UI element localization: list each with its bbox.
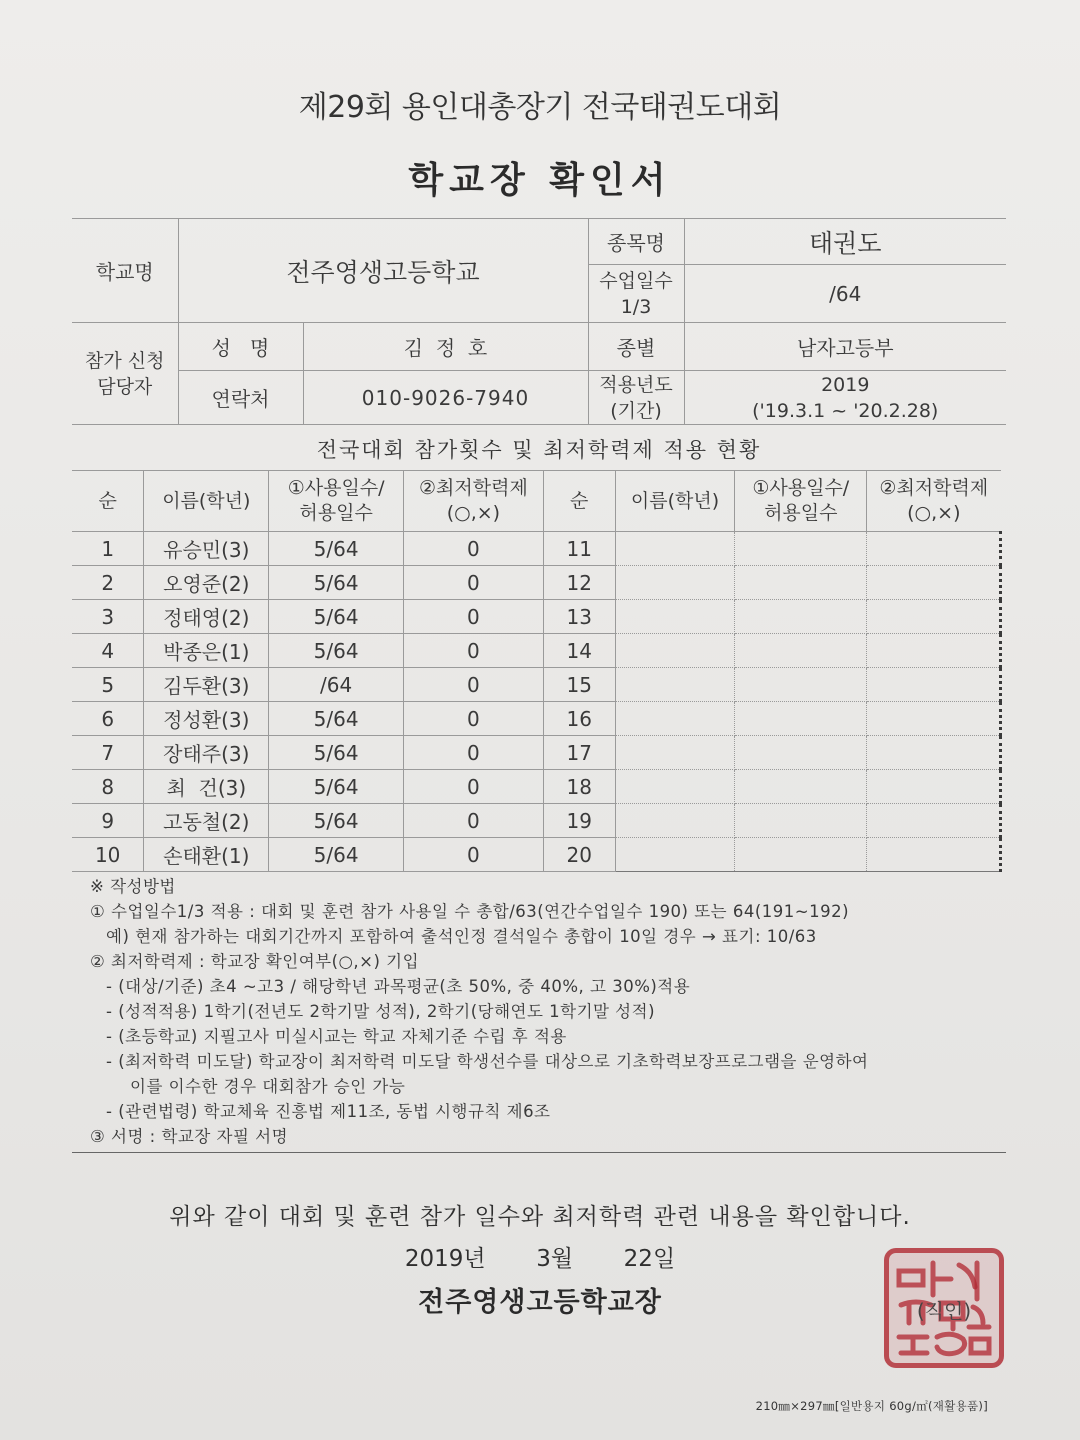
row-blank-cell <box>735 736 867 770</box>
note-2: ② 최저학력제 : 학교장 확인여부(○,×) 기입 <box>90 952 420 971</box>
name-label: 성 명 <box>178 323 303 371</box>
document-title: 제29회 용인대총장기 전국태권도대회 <box>298 90 782 125</box>
row-no: 9 <box>72 804 144 838</box>
year-value-line2: ('19.3.1 ~ '20.2.28) <box>752 399 939 422</box>
row-min: 0 <box>404 804 544 838</box>
confirmation-date: 2019년 3월 22일 <box>404 1246 676 1272</box>
header-min-line1: ②최저학력제 <box>419 477 528 499</box>
year-value <box>684 371 1006 425</box>
row-blank-cell <box>867 668 1001 702</box>
note-1-example: 예) 현재 참가하는 대회기간까지 포함하여 출석인정 결석일수 총합이 10일 경우 → 표기: 10/63 <box>106 927 817 946</box>
row-blank-cell <box>615 532 735 566</box>
row-min: 0 <box>404 566 544 600</box>
header-days <box>269 471 404 532</box>
divider <box>72 1152 1006 1153</box>
row-blank-cell <box>867 770 1001 804</box>
row-blank-cell <box>615 804 735 838</box>
row-blank-cell <box>735 770 867 804</box>
header-min-2-line1: ②최저학력제 <box>879 477 989 499</box>
row-blank-cell <box>615 838 735 872</box>
table-row <box>72 566 1001 600</box>
row-no: 2 <box>72 566 144 600</box>
row-no-2: 18 <box>543 770 615 804</box>
row-no-2: 11 <box>543 532 615 566</box>
name-value: 김 정 호 <box>303 323 588 371</box>
year-label <box>588 371 684 425</box>
division-label: 종별 <box>588 323 684 371</box>
row-blank-cell <box>867 532 1001 566</box>
header-days-2 <box>735 471 867 532</box>
note-2-target: - (대상/기준) 초4 ~고3 / 해당학년 과목평균(초 50%, 중 40%, 고 30%)적용 <box>106 977 691 996</box>
event-value: 태권도 <box>684 219 1006 265</box>
row-name: 유승민(3) <box>144 532 269 566</box>
row-blank-cell <box>735 634 867 668</box>
row-name: 정성환(3) <box>144 702 269 736</box>
row-no-2: 12 <box>543 566 615 600</box>
year-value-line1: 2019 <box>821 373 870 396</box>
row-no-2: 15 <box>543 668 615 702</box>
confirmation-statement: 위와 같이 대회 및 훈련 참가 일수와 최저학력 관련 내용을 확인합니다. <box>169 1204 911 1230</box>
row-no: 4 <box>72 634 144 668</box>
row-name: 김두환(3) <box>144 668 269 702</box>
note-2-below-minimum: - (최저학력 미도달) 학교장이 최저학력 미도달 학생선수를 대상으로 기초학력보장프로그램을 운영하여 <box>106 1052 869 1071</box>
principal-name: 전주영생고등학교장 <box>418 1287 662 1318</box>
row-name: 오영준(2) <box>144 566 269 600</box>
row-days: 5/64 <box>269 600 404 634</box>
paper-spec: 210㎜×297㎜[일반용지 60g/㎡(재활용품)] <box>755 1399 988 1413</box>
row-no-2: 20 <box>543 838 615 872</box>
table-row <box>72 804 1001 838</box>
row-days: 5/64 <box>269 702 404 736</box>
note-3: ③ 서명 : 학교장 자필 서명 <box>90 1127 289 1146</box>
note-2-below-minimum-cont: 이를 이수한 경우 대회참가 승인 가능 <box>130 1077 406 1096</box>
class-days-value: /64 <box>684 265 1006 323</box>
division-value: 남자고등부 <box>684 323 1006 371</box>
header-days-line2: 허용일수 <box>299 502 373 524</box>
seal-label: (직인) <box>916 1299 972 1323</box>
row-min: 0 <box>404 736 544 770</box>
row-days: 5/64 <box>269 532 404 566</box>
header-min-2-line2: (○,×) <box>907 502 961 524</box>
header-no: 순 <box>72 471 144 532</box>
row-no: 6 <box>72 702 144 736</box>
header-days-line1: ①사용일수/ <box>287 477 385 499</box>
header-name-2: 이름(학년) <box>615 471 735 532</box>
row-name: 고동철(2) <box>144 804 269 838</box>
row-min: 0 <box>404 668 544 702</box>
row-min: 0 <box>404 634 544 668</box>
header-min-2 <box>867 471 1001 532</box>
row-no: 10 <box>72 838 144 872</box>
note-1: ① 수업일수1/3 적용 : 대회 및 훈련 참가 사용일 수 총합/63(연간수업일수 190) 또는 64(191~192) <box>90 902 850 921</box>
header-name: 이름(학년) <box>144 471 269 532</box>
table-row <box>72 770 1001 804</box>
row-blank-cell <box>735 532 867 566</box>
class-days-label-line1: 수업일수 <box>599 269 673 292</box>
row-days: 5/64 <box>269 566 404 600</box>
row-min: 0 <box>404 600 544 634</box>
row-no: 3 <box>72 600 144 634</box>
row-blank-cell <box>735 838 867 872</box>
row-blank-cell <box>867 838 1001 872</box>
header-min-line2: (○,×) <box>446 502 501 524</box>
row-days: 5/64 <box>269 838 404 872</box>
contact-label-line1: 참가 신청 <box>85 349 165 372</box>
row-name: 장태주(3) <box>144 736 269 770</box>
table-row <box>72 838 1001 872</box>
row-no-2: 17 <box>543 736 615 770</box>
row-blank-cell <box>735 702 867 736</box>
note-2-elementary: - (초등학교) 지필고사 미실시교는 학교 자체기준 수립 후 적용 <box>106 1027 567 1046</box>
document-subtitle: 학교장 확인서 <box>408 160 672 201</box>
row-blank-cell <box>615 600 735 634</box>
roster-header-row <box>72 471 1001 532</box>
row-blank-cell <box>867 566 1001 600</box>
row-days: 5/64 <box>269 804 404 838</box>
row-blank-cell <box>615 668 735 702</box>
row-no-2: 14 <box>543 634 615 668</box>
info-table <box>72 218 1006 425</box>
row-blank-cell <box>735 566 867 600</box>
year-label-line2: (기간) <box>610 399 662 422</box>
row-blank-cell <box>615 770 735 804</box>
row-no-2: 19 <box>543 804 615 838</box>
note-2-law: - (관련법령) 학교체육 진흥법 제11조, 동법 시행규칙 제6조 <box>106 1102 551 1121</box>
header-no-2: 순 <box>543 471 615 532</box>
table-row <box>72 634 1001 668</box>
header-days-2-line2: 허용일수 <box>764 502 838 524</box>
row-blank-cell <box>615 634 735 668</box>
row-blank-cell <box>867 736 1001 770</box>
phone-value: 010-9026-7940 <box>303 371 588 425</box>
phone-label: 연락처 <box>178 371 303 425</box>
note-2-grades: - (성적적용) 1학기(전년도 2학기말 성적), 2학기(당해연도 1학기말 성적) <box>106 1002 656 1021</box>
table-row <box>72 600 1001 634</box>
table-row <box>72 736 1001 770</box>
row-days: /64 <box>269 668 404 702</box>
year-label-line1: 적용년도 <box>599 373 673 396</box>
row-no-2: 13 <box>543 600 615 634</box>
table-row <box>72 702 1001 736</box>
row-days: 5/64 <box>269 736 404 770</box>
row-name: 정태영(2) <box>144 600 269 634</box>
row-blank-cell <box>867 804 1001 838</box>
row-days: 5/64 <box>269 634 404 668</box>
roster-table <box>72 470 1002 872</box>
official-seal-stamp <box>884 1248 1004 1368</box>
section-title: 전국대회 참가횟수 및 최저학력제 적용 현황 <box>316 438 762 462</box>
row-name: 최 건(3) <box>144 770 269 804</box>
row-blank-cell <box>867 702 1001 736</box>
school-label: 학교명 <box>72 219 178 323</box>
row-blank-cell <box>735 668 867 702</box>
row-no: 7 <box>72 736 144 770</box>
contact-label <box>72 323 178 425</box>
contact-label-line2: 담당자 <box>97 375 153 398</box>
row-no-2: 16 <box>543 702 615 736</box>
row-min: 0 <box>404 532 544 566</box>
event-label: 종목명 <box>588 219 684 265</box>
row-name: 손태환(1) <box>144 838 269 872</box>
writing-instructions <box>90 874 1000 1149</box>
row-blank-cell <box>867 600 1001 634</box>
row-no: 5 <box>72 668 144 702</box>
row-name: 박종은(1) <box>144 634 269 668</box>
header-days-2-line1: ①사용일수/ <box>752 477 850 499</box>
school-name: 전주영생고등학교 <box>178 219 588 323</box>
table-row <box>72 532 1001 566</box>
row-min: 0 <box>404 702 544 736</box>
table-row <box>72 668 1001 702</box>
row-blank-cell <box>735 600 867 634</box>
row-min: 0 <box>404 838 544 872</box>
class-days-label-line2: 1/3 <box>620 295 652 318</box>
header-min <box>404 471 544 532</box>
notes-heading: ※ 작성방법 <box>90 877 176 896</box>
class-days-label <box>588 265 684 323</box>
row-blank-cell <box>615 736 735 770</box>
row-min: 0 <box>404 770 544 804</box>
row-blank-cell <box>615 702 735 736</box>
row-blank-cell <box>867 634 1001 668</box>
row-no: 8 <box>72 770 144 804</box>
row-days: 5/64 <box>269 770 404 804</box>
row-blank-cell <box>615 566 735 600</box>
row-blank-cell <box>735 804 867 838</box>
row-no: 1 <box>72 532 144 566</box>
